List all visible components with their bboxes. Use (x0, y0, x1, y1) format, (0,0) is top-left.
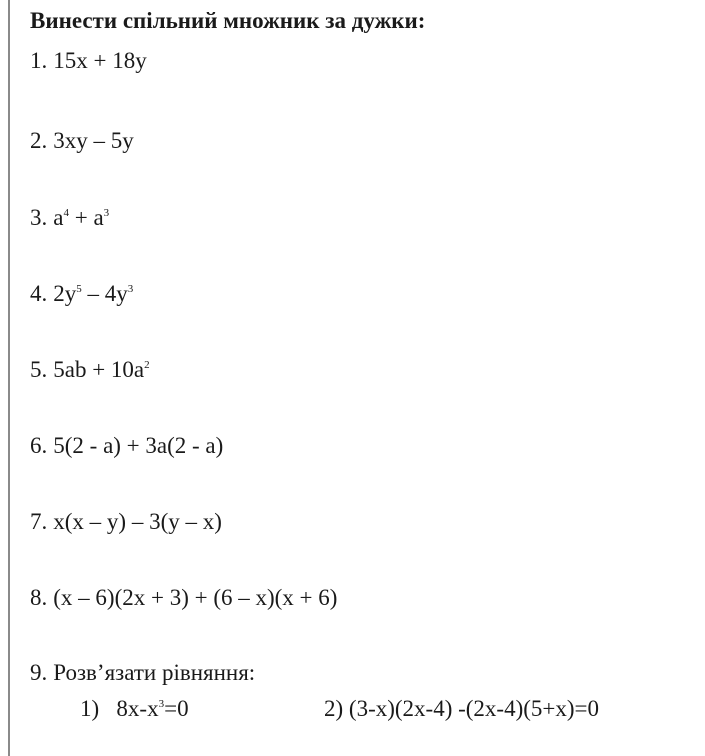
exponent: 3 (158, 698, 165, 710)
equation-1 (80, 696, 189, 721)
expression-base: 2y (53, 281, 77, 306)
task-3 (30, 205, 109, 231)
task-expression: x(x – y) – 3(y – x) (53, 509, 222, 534)
expression-base: a (53, 205, 64, 230)
task-number: 4. (30, 281, 48, 306)
task-2 (30, 128, 134, 154)
left-margin-line (8, 0, 10, 756)
task-expression: 5(2 - a) + 3a(2 - a) (53, 433, 224, 458)
task-expression: 5ab + 10a (53, 357, 145, 382)
worksheet-title: Винести спільний множник за дужки: (30, 8, 426, 33)
task-number: 2. (30, 128, 48, 153)
exponent: 2 (144, 359, 150, 371)
task-expression: 3xy – 5y (53, 128, 134, 153)
task-instruction: Розв’язати рівняння: (53, 660, 256, 685)
equation-label: 1) (80, 696, 100, 721)
task-1 (30, 48, 147, 74)
expression-middle: – 4y (81, 281, 128, 306)
exponent: 3 (127, 283, 134, 295)
task-number: 5. (30, 357, 48, 382)
exponent: 3 (103, 207, 110, 219)
exponent: 4 (63, 207, 69, 219)
equation-expression-end: =0 (164, 696, 189, 721)
task-expression: 15x + 18y (53, 48, 147, 73)
task-number: 8. (30, 585, 48, 610)
equations-row (80, 696, 600, 722)
task-8 (30, 585, 337, 611)
exponent: 5 (76, 283, 82, 295)
task-5 (30, 357, 150, 383)
task-6 (30, 433, 223, 459)
task-4 (30, 281, 133, 307)
equation-expression: 8x-x (116, 696, 159, 721)
task-expression: (x – 6)(2x + 3) + (6 – x)(x + 6) (53, 585, 338, 610)
task-9 (30, 660, 255, 686)
task-number: 9. (30, 660, 48, 685)
task-7 (30, 509, 222, 535)
task-number: 3. (30, 205, 48, 230)
expression-middle: + a (68, 205, 104, 230)
task-number: 1. (30, 48, 48, 73)
task-number: 6. (30, 433, 48, 458)
task-number: 7. (30, 509, 48, 534)
equation-2: 2) (3-x)(2x-4) -(2x-4)(5+x)=0 (324, 696, 600, 721)
